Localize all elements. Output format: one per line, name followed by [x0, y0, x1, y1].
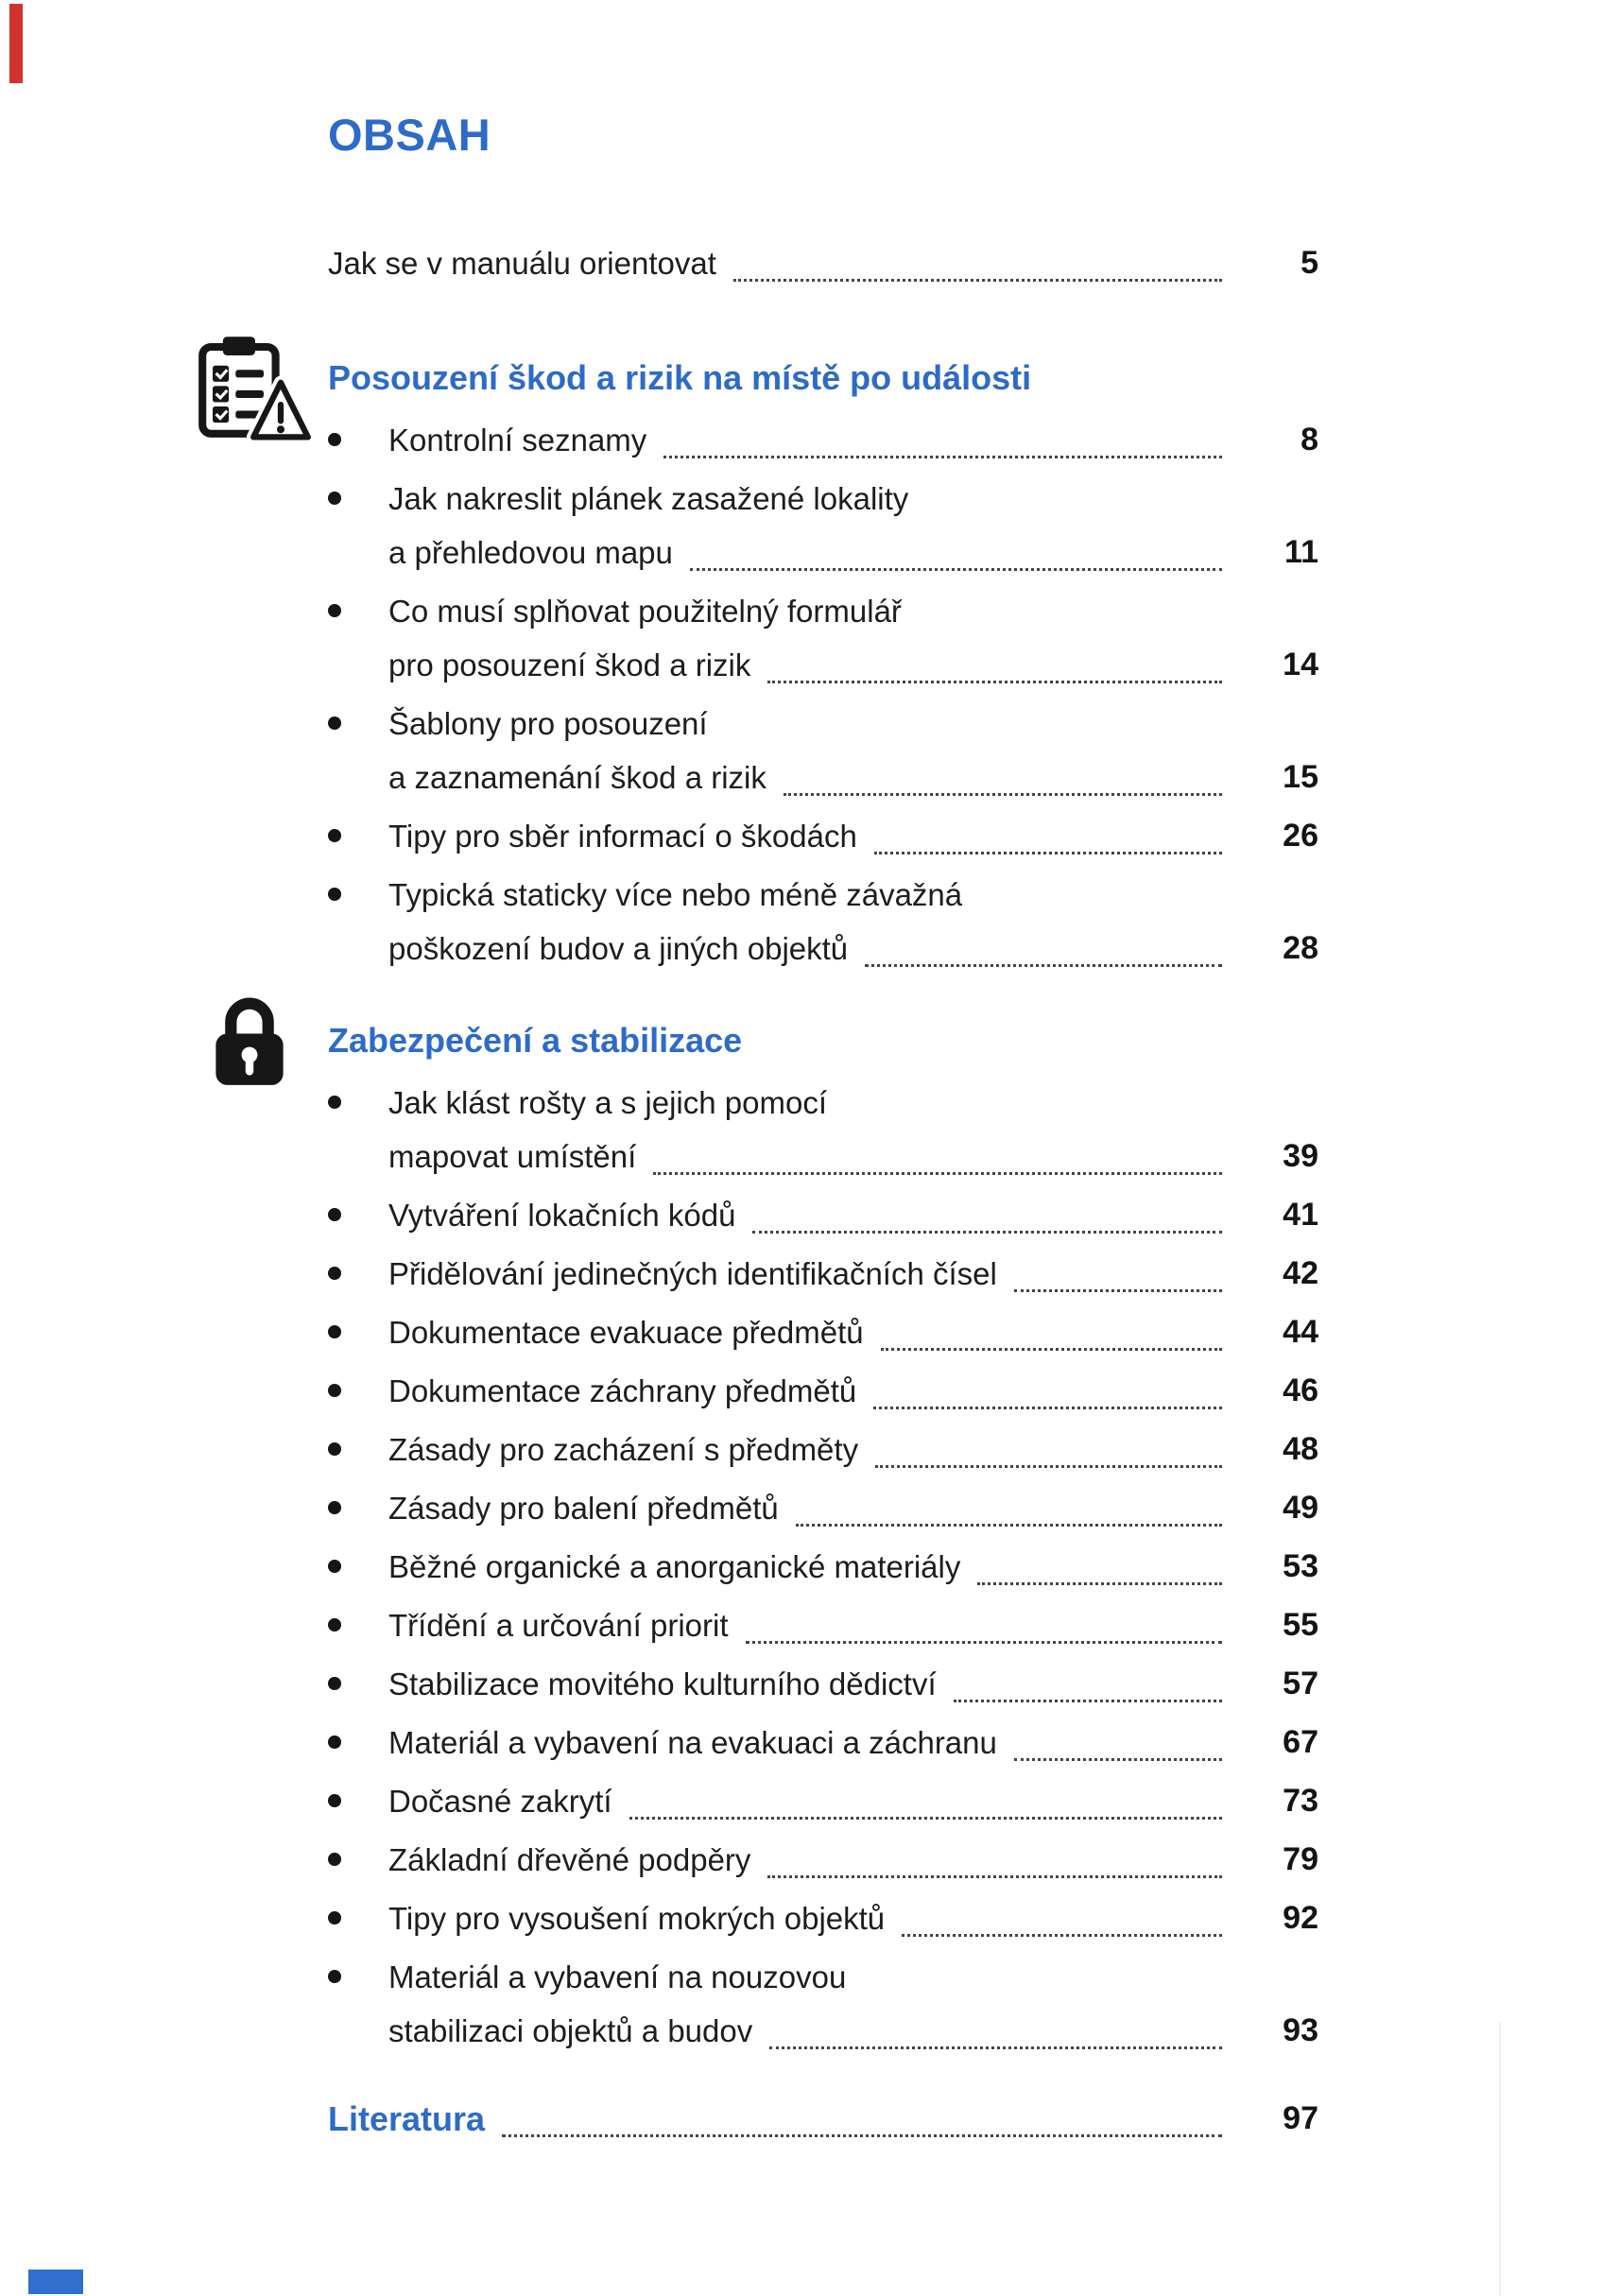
section-entries [328, 1076, 1318, 2058]
toc-entry-label: Zásady pro zacházení s předměty [388, 1432, 859, 1467]
toc-entry [328, 1247, 1318, 1301]
dotted-leader [746, 1641, 1223, 1644]
toc-entry-line [388, 1657, 1318, 1711]
toc-entry-line [388, 1247, 1318, 1301]
dotted-leader [769, 2046, 1222, 2049]
toc-entry-body [388, 584, 1318, 692]
toc-entry [328, 1188, 1318, 1242]
page-number: 57 [1283, 1666, 1318, 1701]
toc-entry-body [388, 1540, 1318, 1594]
toc-entry-line [388, 922, 1318, 975]
toc-entry [328, 697, 1318, 804]
toc-entry-body [388, 472, 1318, 579]
bullet-icon [328, 413, 388, 467]
bullet-icon [328, 472, 388, 579]
dotted-leader [902, 1934, 1222, 1937]
toc-entry-label: a zaznamenání škod a rizik [388, 760, 767, 795]
page-number: 53 [1283, 1548, 1318, 1584]
dotted-leader [784, 793, 1222, 796]
toc-entry-label: mapovat umístění [388, 1139, 637, 1174]
bullet-icon [328, 1598, 388, 1652]
toc-entry [328, 1305, 1318, 1359]
dotted-leader [796, 1524, 1222, 1527]
dotted-leader [653, 1172, 1222, 1175]
clipboard-checklist-warning-icon [196, 332, 315, 452]
toc-entry-body [388, 1950, 1318, 2058]
page-number: 67 [1283, 1724, 1318, 1760]
toc-entry-body [388, 1598, 1318, 1652]
toc-entry-label: pro posouzení škod a rizik [388, 647, 751, 682]
toc-entry-body [388, 1833, 1318, 1887]
toc-entry-line [388, 1364, 1318, 1418]
bullet-icon [328, 868, 388, 975]
toc-entry-body [388, 1247, 1318, 1301]
toc-entry-line [388, 1423, 1318, 1476]
page-number: 97 [1283, 2100, 1318, 2136]
toc-entry [328, 472, 1318, 579]
dotted-leader [977, 1582, 1222, 1585]
page-title: OBSAH [328, 110, 491, 160]
dotted-leader [629, 1817, 1222, 1820]
toc-entry-label: Zásady pro balení předmětů [388, 1491, 779, 1526]
dotted-leader [1014, 1289, 1222, 1292]
bullet-icon [328, 584, 388, 692]
dotted-leader [752, 1231, 1222, 1234]
scan-strip-blue [28, 2270, 83, 2294]
toc-entry-line [388, 751, 1318, 804]
page-number: 41 [1283, 1197, 1318, 1233]
toc-entry-label: stabilizaci objektů a budov [388, 2013, 753, 2048]
toc-entry [328, 1891, 1318, 1945]
bullet-icon [328, 1423, 388, 1476]
toc-entry-body [388, 868, 1318, 975]
page-number: 92 [1283, 1900, 1318, 1936]
toc-entry-body [388, 1481, 1318, 1535]
toc-entry-line: Typická staticky více nebo méně závažná [388, 877, 963, 912]
toc-entry [328, 1598, 1318, 1652]
toc-entry [328, 1657, 1318, 1711]
toc-entry [328, 1716, 1318, 1769]
section-heading-row [328, 356, 1318, 400]
page-number: 79 [1283, 1841, 1318, 1877]
toc-entry-label: Stabilizace movitého kulturního dědictví [388, 1666, 937, 1701]
bullet-icon [328, 1716, 388, 1769]
bullet-icon [328, 697, 388, 804]
page-number: 93 [1283, 2012, 1318, 2048]
toc-entry-label: Vytváření lokačních kódů [388, 1198, 736, 1233]
dotted-leader [502, 2134, 1222, 2137]
toc-entry [328, 809, 1318, 863]
toc-entry [328, 413, 1318, 467]
page-number: 55 [1283, 1607, 1318, 1643]
toc-entry-line [388, 809, 1318, 863]
toc-entry-line: Jak klást rošty a s jejich pomocí [388, 1085, 827, 1120]
toc-entry-label: Literatura [328, 2099, 486, 2138]
page-number: 5 [1301, 245, 1318, 281]
toc-entry-label: Přidělování jedinečných identifikačních čísel [388, 1256, 997, 1291]
page-number: 39 [1283, 1138, 1318, 1174]
toc-entry-line [388, 1188, 1318, 1242]
dotted-leader [881, 1348, 1222, 1351]
toc-entry-label: Materiál a vybavení na evakuaci a záchranu [388, 1725, 997, 1760]
toc-entry [328, 1364, 1318, 1418]
page-number: 8 [1301, 422, 1318, 457]
toc-entry [328, 584, 1318, 692]
bullet-icon [328, 1950, 388, 2058]
dotted-leader [663, 456, 1222, 458]
padlock-icon [207, 991, 292, 1096]
toc-entry-label: Tipy pro sběr informací o škodách [388, 819, 857, 854]
page-number: 11 [1284, 534, 1318, 570]
toc-entry-body [388, 1188, 1318, 1242]
toc-entry-label: Tipy pro vysoušení mokrých objektů [388, 1901, 886, 1936]
toc-entry-label: Běžné organické a anorganické materiály [388, 1549, 961, 1584]
toc-entry-line [388, 1305, 1318, 1359]
page-number: 42 [1283, 1255, 1318, 1291]
scan-edge-shadow [1499, 2023, 1501, 2296]
toc-entry-line [388, 526, 1318, 579]
toc-entry-line [388, 1774, 1318, 1828]
dotted-leader [875, 1465, 1222, 1468]
toc-entry-body [388, 1364, 1318, 1418]
toc-entry-body [388, 413, 1318, 467]
bullet-icon [328, 1657, 388, 1711]
toc-entry-label: Dočasné zakrytí [388, 1784, 612, 1819]
toc-entry-body [388, 1076, 1318, 1183]
bullet-icon [328, 1540, 388, 1594]
toc-section [328, 356, 1318, 975]
toc-entry-label: poškození budov a jiných objektů [388, 931, 849, 966]
section-heading: Zabezpečení a stabilizace [328, 1021, 743, 1060]
toc-entry-line [388, 1481, 1318, 1535]
toc-entry-line [388, 1716, 1318, 1769]
bullet-icon [328, 1833, 388, 1887]
toc-entry [328, 1833, 1318, 1887]
toc-entry-line [388, 2004, 1318, 2058]
toc-entry [328, 236, 1318, 290]
section-heading-row [328, 1019, 1318, 1062]
page-number: 48 [1283, 1431, 1318, 1467]
page-number: 73 [1283, 1783, 1318, 1819]
toc-entry [328, 1423, 1318, 1476]
toc-entry-label: Dokumentace evakuace předmětů [388, 1315, 864, 1350]
bullet-icon [328, 1247, 388, 1301]
toc-section [328, 1019, 1318, 2058]
toc-entry-line [388, 1130, 1318, 1183]
bullet-icon [328, 1481, 388, 1535]
dotted-leader [954, 1700, 1222, 1702]
section-heading: Posouzení škod a rizik na místě po události [328, 358, 1032, 397]
toc-entry [328, 2092, 1318, 2146]
toc-entry [328, 1481, 1318, 1535]
toc-entry [328, 1076, 1318, 1183]
toc-entry-label: Kontrolní seznamy [388, 423, 647, 457]
toc-entry-line [388, 1833, 1318, 1887]
page-number: 15 [1283, 759, 1318, 795]
bullet-icon [328, 1188, 388, 1242]
dotted-leader [690, 568, 1222, 571]
toc-entry-body [388, 1657, 1318, 1711]
toc-entry-line: Jak nakreslit plánek zasažené lokality [388, 481, 909, 516]
toc-entry-body [388, 809, 1318, 863]
toc-entry-label: Třídění a určování priorit [388, 1608, 729, 1643]
toc-entry-line [388, 1598, 1318, 1652]
toc-sections [328, 356, 1318, 2058]
scan-strip-red [9, 4, 23, 83]
toc-entry-body [388, 1716, 1318, 1769]
dotted-leader [767, 681, 1222, 683]
toc-entry [328, 1540, 1318, 1594]
dotted-leader [733, 279, 1222, 282]
bullet-icon [328, 1076, 388, 1183]
dotted-leader [873, 1407, 1222, 1409]
toc-entry-label: a přehledovou mapu [388, 535, 673, 570]
toc-entry-body [388, 697, 1318, 804]
page-number: 28 [1283, 930, 1318, 966]
toc-entry-body [388, 1423, 1318, 1476]
toc-entry-line [388, 1540, 1318, 1594]
toc-entry-label: Jak se v manuálu orientovat [328, 246, 716, 281]
toc-entry-body [388, 1305, 1318, 1359]
dotted-leader [1014, 1758, 1222, 1761]
dotted-leader [874, 852, 1222, 855]
page-number: 14 [1283, 647, 1318, 682]
page-number: 44 [1283, 1314, 1318, 1350]
toc-entry-line: Materiál a vybavení na nouzovou [388, 1959, 847, 1994]
bullet-icon [328, 809, 388, 863]
dotted-leader [865, 964, 1222, 967]
bullet-icon [328, 1774, 388, 1828]
dotted-leader [767, 1875, 1222, 1878]
toc-entry [328, 1774, 1318, 1828]
toc-entry-line [388, 1891, 1318, 1945]
bullet-icon [328, 1305, 388, 1359]
toc-entry-label: Dokumentace záchrany předmětů [388, 1373, 857, 1408]
toc-entry-line [388, 413, 1318, 467]
page-number: 26 [1283, 818, 1318, 854]
page-number: 46 [1283, 1372, 1318, 1408]
toc-entry-line: Šablony pro posouzení [388, 706, 708, 741]
toc-entry-line: Co musí splňovat použitelný formulář [388, 594, 902, 629]
toc-entry [328, 868, 1318, 975]
toc-entry-line [388, 638, 1318, 692]
toc-entry [328, 1950, 1318, 2058]
toc-entry-body [388, 1774, 1318, 1828]
bullet-icon [328, 1891, 388, 1945]
toc-entry-body [388, 1891, 1318, 1945]
toc-entry-label: Základní dřevěné podpěry [388, 1842, 751, 1877]
page-number: 49 [1283, 1490, 1318, 1526]
section-entries [328, 413, 1318, 975]
bullet-icon [328, 1364, 388, 1418]
